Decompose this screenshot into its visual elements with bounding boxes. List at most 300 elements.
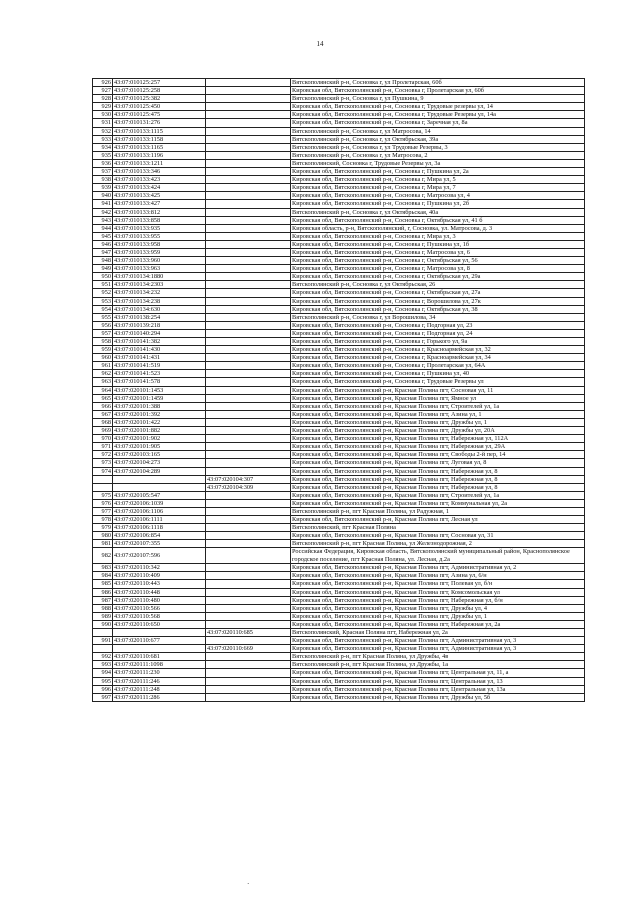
row-number-cell: 940 [93, 192, 113, 200]
address-cell: Кировская обл, Вятскополянский р-н, Сосновка г, Пушкина ул, 40 [291, 370, 585, 378]
address-cell: Вятскополянский, пгт Красная Поляна [291, 524, 585, 532]
linked-cadastral-number-cell [206, 402, 291, 410]
linked-cadastral-number-cell [206, 677, 291, 685]
linked-cadastral-number-cell [206, 127, 291, 135]
table-row [93, 629, 585, 637]
address-cell: Кировская обл, Вятскополянский р-н, Красная Поляна пгт, Набережная ул, б/н [291, 596, 585, 604]
cadastral-number-cell: 43:07:020101:902 [113, 435, 206, 443]
cadastral-number-cell: 43:07:020110:342 [113, 564, 206, 572]
address-cell: Вятскополянский р-н, пгт Красная Поляна, ул Радужная, 1 [291, 507, 585, 515]
row-number-cell: 988 [93, 604, 113, 612]
linked-cadastral-number-cell [206, 240, 291, 248]
address-cell: Кировская обл, Вятскополянский р-н, Красная Поляна пгт, Сосновая ул, 11 [291, 386, 585, 394]
table-row [93, 297, 585, 305]
row-number-cell: 926 [93, 79, 113, 87]
address-cell: Кировская обл, Вятскополянский р-н, Красная Поляна пгт, Ямное ул [291, 394, 585, 402]
cadastral-number-cell: 43:07:020106:1106 [113, 507, 206, 515]
cadastral-number-cell: 43:07:010141:519 [113, 362, 206, 370]
linked-cadastral-number-cell [206, 427, 291, 435]
cadastral-number-cell [113, 629, 206, 637]
cadastral-number-cell: 43:07:010133:1196 [113, 151, 206, 159]
cadastral-number-cell: 43:07:020110:681 [113, 653, 206, 661]
cadastral-number-cell: 43:07:020111:246 [113, 677, 206, 685]
cadastral-number-cell: 43:07:020101:905 [113, 443, 206, 451]
table-row [93, 459, 585, 467]
cadastral-number-cell: 43:07:010125:258 [113, 87, 206, 95]
cadastral-number-cell: 43:07:010134:238 [113, 297, 206, 305]
address-cell: Кировская обл, Вятскополянский р-н, Красная Поляна пгт, Административная ул, 3 [291, 645, 585, 653]
table-row [93, 232, 585, 240]
table-row [93, 693, 585, 701]
address-cell: Кировская обл, Вятскополянский р-н, Сосновка г, Трудовые Резервы ул, 14а [291, 111, 585, 119]
linked-cadastral-number-cell [206, 95, 291, 103]
row-number-cell: 966 [93, 402, 113, 410]
address-cell: Кировская обл, Вятскополянский р-н, Сосновка г, Октябрьская ул, 41 б [291, 216, 585, 224]
cadastral-number-cell: 43:07:010138:254 [113, 313, 206, 321]
address-cell: Кировская обл, Вятскополянский р-н, Красная Поляна пгт, Дружбы ул, 4 [291, 604, 585, 612]
table-row [93, 483, 585, 491]
table-row [93, 200, 585, 208]
linked-cadastral-number-cell [206, 79, 291, 87]
row-number-cell: 974 [93, 467, 113, 475]
address-cell: Кировская обл, Вятскополянский р-н, Красная Поляна пгт, Комсомольская ул [291, 588, 585, 596]
table-row [93, 435, 585, 443]
address-cell: Кировская обл, Вятскополянский р-н, Сосновка г, Пролетарская ул, 60б [291, 87, 585, 95]
cadastral-number-cell: 43:07:020111:1098 [113, 661, 206, 669]
cadastral-number-cell: 43:07:010133:425 [113, 192, 206, 200]
cadastral-number-cell: 43:07:010133:424 [113, 184, 206, 192]
linked-cadastral-number-cell [206, 111, 291, 119]
row-number-cell: 994 [93, 669, 113, 677]
address-cell: Кировская обл, Вятскополянский р-н, Сосновка г, Пролетарская ул, 64А [291, 362, 585, 370]
cadastral-number-cell: 43:07:010133:1211 [113, 159, 206, 167]
cadastral-number-cell: 43:07:020106:1111 [113, 516, 206, 524]
address-cell: Кировская обл, Вятскополянский р-н, Красная Поляна пгт, Центральная ул, 13а [291, 685, 585, 693]
linked-cadastral-number-cell [206, 386, 291, 394]
cadastral-number-cell: 43:07:020110:650 [113, 620, 206, 628]
linked-cadastral-number-cell [206, 418, 291, 426]
linked-cadastral-number-cell: 43:07:020110:685 [206, 629, 291, 637]
row-number-cell: 977 [93, 507, 113, 515]
address-cell: Вятскополянский р-н, пгт Красная Поляна, ул Железнодорожная, 2 [291, 540, 585, 548]
address-cell: Кировская обл, Вятскополянский р-н, Сосновка г, Красноармейская ул, 34 [291, 354, 585, 362]
cadastral-number-cell: 43:07:010133:960 [113, 257, 206, 265]
row-number-cell: 949 [93, 265, 113, 273]
address-cell: Кировская обл, Вятскополянский р-н, Красная Поляна пгт, Луговая ул, 8 [291, 459, 585, 467]
table-row [93, 467, 585, 475]
table-row [93, 111, 585, 119]
table-row [93, 216, 585, 224]
row-number-cell: 934 [93, 143, 113, 151]
table-row [93, 176, 585, 184]
row-number-cell: 964 [93, 386, 113, 394]
row-number-cell: 982 [93, 548, 113, 564]
cadastral-number-cell [113, 645, 206, 653]
address-cell: Кировская обл, Вятскополянский р-н, Сосновка г, Октябрьская ул, 38 [291, 305, 585, 313]
row-number-cell: 944 [93, 224, 113, 232]
row-number-cell: 956 [93, 321, 113, 329]
table-row [93, 257, 585, 265]
table-row [93, 248, 585, 256]
table-row [93, 281, 585, 289]
row-number-cell: 951 [93, 281, 113, 289]
linked-cadastral-number-cell [206, 516, 291, 524]
address-cell: Кировская обл, Вятскополянский р-н, Сосновка г, Ворошилова ул, 27к [291, 297, 585, 305]
cadastral-number-cell: 43:07:020111:230 [113, 669, 206, 677]
table-row [93, 596, 585, 604]
linked-cadastral-number-cell [206, 499, 291, 507]
table-row [93, 87, 585, 95]
linked-cadastral-number-cell [206, 572, 291, 580]
table-row [93, 151, 585, 159]
cadastral-number-cell: 43:07:010125:257 [113, 79, 206, 87]
row-number-cell: 973 [93, 459, 113, 467]
linked-cadastral-number-cell [206, 354, 291, 362]
row-number-cell: 943 [93, 216, 113, 224]
address-cell: Кировская обл, Вятскополянский р-н, Сосновка г, Матросова ул, 4 [291, 192, 585, 200]
table-row [93, 604, 585, 612]
cadastral-number-cell: 43:07:010133:963 [113, 265, 206, 273]
cadastral-number-cell: 43:07:010139:218 [113, 321, 206, 329]
row-number-cell: 961 [93, 362, 113, 370]
table-row [93, 321, 585, 329]
table-row [93, 240, 585, 248]
row-number-cell: 952 [93, 289, 113, 297]
linked-cadastral-number-cell [206, 491, 291, 499]
linked-cadastral-number-cell [206, 257, 291, 265]
row-number-cell: 969 [93, 427, 113, 435]
linked-cadastral-number-cell [206, 297, 291, 305]
row-number-cell: 930 [93, 111, 113, 119]
linked-cadastral-number-cell [206, 532, 291, 540]
address-cell: Кировская обл, Вятскополянский р-н, Сосновка г, Пушкина ул, 1б [291, 240, 585, 248]
address-cell: Кировская обл, Вятскополянский р-н, Сосновка г, Пушкина ул, 2б [291, 200, 585, 208]
table-row [93, 168, 585, 176]
table-row [93, 685, 585, 693]
table-row [93, 645, 585, 653]
linked-cadastral-number-cell [206, 168, 291, 176]
table-row [93, 159, 585, 167]
linked-cadastral-number-cell [206, 224, 291, 232]
page-number: 14 [316, 40, 324, 48]
registry-table-body [93, 79, 585, 702]
address-cell: Кировская обл, Вятскополянский р-н, Сосновка г, Подгорная ул, 23 [291, 321, 585, 329]
row-number-cell [93, 629, 113, 637]
linked-cadastral-number-cell: 43:07:020104:307 [206, 475, 291, 483]
row-number-cell: 960 [93, 354, 113, 362]
row-number-cell: 954 [93, 305, 113, 313]
cadastral-number-cell: 43:07:020106:854 [113, 532, 206, 540]
address-cell: Вятскополянский р-н, Сосновка г, ул Матросова, 2 [291, 151, 585, 159]
row-number-cell [93, 645, 113, 653]
table-row [93, 548, 585, 564]
cadastral-number-cell [113, 483, 206, 491]
linked-cadastral-number-cell [206, 459, 291, 467]
address-cell: Вятскополянский р-н, пгт Красная Поляна, ул Дружбы, 1а [291, 661, 585, 669]
address-cell: Кировская обл, Вятскополянский р-н, Красная Поляна пгт, Свободы 2-й пер, 14 [291, 451, 585, 459]
table-row [93, 394, 585, 402]
cadastral-number-cell: 43:07:010134:232 [113, 289, 206, 297]
linked-cadastral-number-cell [206, 289, 291, 297]
linked-cadastral-number-cell [206, 192, 291, 200]
row-number-cell: 963 [93, 378, 113, 386]
cadastral-number-cell: 43:07:020101:392 [113, 410, 206, 418]
table-row [93, 564, 585, 572]
row-number-cell: 979 [93, 524, 113, 532]
linked-cadastral-number-cell [206, 524, 291, 532]
linked-cadastral-number-cell: 43:07:020104:309 [206, 483, 291, 491]
table-row [93, 402, 585, 410]
table-row [93, 612, 585, 620]
address-cell: Кировская обл, Вятскополянский р-н, Сосновка г, Заречная ул, 8а [291, 119, 585, 127]
address-cell: Кировская обл, Вятскополянский р-н, Сосновка г, Трудовые резервы ул, 14 [291, 103, 585, 111]
address-cell: Кировская обл, Вятскополянский р-н, Сосновка г, Октябрьская ул, 27а [291, 289, 585, 297]
row-number-cell: 931 [93, 119, 113, 127]
linked-cadastral-number-cell [206, 588, 291, 596]
row-number-cell: 941 [93, 200, 113, 208]
cadastral-number-cell: 43:07:010131:276 [113, 119, 206, 127]
table-row [93, 305, 585, 313]
table-row [93, 661, 585, 669]
address-cell: Вятскополянский р-н, Сосновка г, ул Пушкина, 9 [291, 95, 585, 103]
address-cell: Кировская обл, Вятскополянский р-н, Красная Поляна пгт, Набережная ул, 29А [291, 443, 585, 451]
row-number-cell: 971 [93, 443, 113, 451]
cadastral-number-cell: 43:07:020110:480 [113, 596, 206, 604]
address-cell: Кировская обл, Вятскополянский р-н, Красная Поляна пгт, Набережная ул, 8 [291, 467, 585, 475]
address-cell: Вятскополянский, Красная Поляна пгт, Набережная ул, 2а [291, 629, 585, 637]
table-row [93, 346, 585, 354]
cadastral-number-cell: 43:07:010141:382 [113, 338, 206, 346]
linked-cadastral-number-cell [206, 87, 291, 95]
table-row [93, 491, 585, 499]
address-cell: Вятскополянский р-н, Сосновка г, ул Октябрьская, 39а [291, 135, 585, 143]
row-number-cell: 995 [93, 677, 113, 685]
address-cell: Кировская обл, Вятскополянский р-н, Красная Поляна пгт, Дружбы ул, 20А [291, 427, 585, 435]
cadastral-number-cell: 43:07:010134:630 [113, 305, 206, 313]
linked-cadastral-number-cell [206, 216, 291, 224]
linked-cadastral-number-cell [206, 693, 291, 701]
linked-cadastral-number-cell [206, 338, 291, 346]
table-row [93, 79, 585, 87]
address-cell: Кировская обл, Вятскополянский р-н, Сосновка г, Матросова ул, 6 [291, 248, 585, 256]
table-row [93, 637, 585, 645]
table-row [93, 135, 585, 143]
address-cell: Вятскополянский р-н, Сосновка г, ул Матросова, 14 [291, 127, 585, 135]
row-number-cell: 996 [93, 685, 113, 693]
linked-cadastral-number-cell [206, 669, 291, 677]
cadastral-number-cell: 43:07:020110:566 [113, 604, 206, 612]
row-number-cell: 980 [93, 532, 113, 540]
table-row [93, 588, 585, 596]
row-number-cell: 993 [93, 661, 113, 669]
table-row [93, 329, 585, 337]
table-row [93, 620, 585, 628]
linked-cadastral-number-cell [206, 362, 291, 370]
linked-cadastral-number-cell [206, 394, 291, 402]
table-row [93, 669, 585, 677]
linked-cadastral-number-cell [206, 410, 291, 418]
address-cell: Кировская обл, Вятскополянский р-н, Красная Поляна пгт, Коммунальная ул, 2а [291, 499, 585, 507]
table-row [93, 516, 585, 524]
cadastral-number-cell: 43:07:020110:409 [113, 572, 206, 580]
cadastral-number-cell: 43:07:020104:289 [113, 467, 206, 475]
linked-cadastral-number-cell [206, 305, 291, 313]
linked-cadastral-number-cell [206, 443, 291, 451]
cadastral-number-cell: 43:07:020110:443 [113, 580, 206, 588]
linked-cadastral-number-cell [206, 435, 291, 443]
cadastral-number-cell: 43:07:010133:812 [113, 208, 206, 216]
table-row [93, 524, 585, 532]
cadastral-number-cell [113, 475, 206, 483]
table-row [93, 532, 585, 540]
cadastral-number-cell: 43:07:010133:427 [113, 200, 206, 208]
address-cell: Кировская обл, Вятскополянский р-н, Сосновка г, Красноармейская ул, 32 [291, 346, 585, 354]
linked-cadastral-number-cell [206, 265, 291, 273]
address-cell: Кировская обл, Вятскополянский р-н, Красная Поляна пгт, Административная ул, 2 [291, 564, 585, 572]
table-row [93, 273, 585, 281]
row-number-cell: 950 [93, 273, 113, 281]
address-cell: Кировская обл, Вятскополянский р-н, Сосновка г, Пушкина ул, 2а [291, 168, 585, 176]
cadastral-number-cell: 43:07:020101:388 [113, 402, 206, 410]
linked-cadastral-number-cell [206, 313, 291, 321]
address-cell: Кировская обл, Вятскополянский р-н, Красная Поляна пгт, Дружбы ул, 1 [291, 418, 585, 426]
row-number-cell: 929 [93, 103, 113, 111]
linked-cadastral-number-cell [206, 370, 291, 378]
address-cell: Кировская обл, Вятскополянский р-н, Красная Поляна пгт, Азина ул, 6/н [291, 572, 585, 580]
row-number-cell: 938 [93, 176, 113, 184]
table-row [93, 103, 585, 111]
linked-cadastral-number-cell [206, 119, 291, 127]
address-cell: Вятскополянский, Сосновка г, Трудовые Резервы ул, 3а [291, 159, 585, 167]
cadastral-number-cell: 43:07:020107:596 [113, 548, 206, 564]
cadastral-number-cell: 43:07:010125:475 [113, 111, 206, 119]
linked-cadastral-number-cell [206, 540, 291, 548]
table-row [93, 370, 585, 378]
row-number-cell: 997 [93, 693, 113, 701]
row-number-cell: 957 [93, 329, 113, 337]
address-cell: Вятскополянский р-н, Сосновка г, ул Трудовые Резервы, 3 [291, 143, 585, 151]
linked-cadastral-number-cell [206, 200, 291, 208]
cadastral-number-cell: 43:07:020110:448 [113, 588, 206, 596]
linked-cadastral-number-cell [206, 281, 291, 289]
row-number-cell: 939 [93, 184, 113, 192]
linked-cadastral-number-cell [206, 143, 291, 151]
cadastral-number-cell: 43:07:020107:355 [113, 540, 206, 548]
table-row [93, 451, 585, 459]
row-number-cell [93, 483, 113, 491]
cadastral-registry-table [92, 78, 585, 702]
row-number-cell: 992 [93, 653, 113, 661]
linked-cadastral-number-cell [206, 564, 291, 572]
address-cell: Кировская обл, Вятскополянский р-н, Красная Поляна пгт, Лесная ул [291, 516, 585, 524]
linked-cadastral-number-cell [206, 184, 291, 192]
cadastral-number-cell: 43:07:010134:2303 [113, 281, 206, 289]
table-row [93, 362, 585, 370]
row-number-cell: 962 [93, 370, 113, 378]
linked-cadastral-number-cell [206, 685, 291, 693]
linked-cadastral-number-cell [206, 451, 291, 459]
linked-cadastral-number-cell [206, 604, 291, 612]
table-row [93, 95, 585, 103]
row-number-cell: 928 [93, 95, 113, 103]
linked-cadastral-number-cell [206, 151, 291, 159]
address-cell: Кировская обл, Вятскополянский р-н, Сосновка г, Матросова ул, 8 [291, 265, 585, 273]
row-number-cell: 967 [93, 410, 113, 418]
row-number-cell: 948 [93, 257, 113, 265]
linked-cadastral-number-cell [206, 135, 291, 143]
row-number-cell: 968 [93, 418, 113, 426]
row-number-cell: 984 [93, 572, 113, 580]
table-row [93, 378, 585, 386]
cadastral-number-cell: 43:07:010133:858 [113, 216, 206, 224]
address-cell: Вятскополянский р-н, Сосновка г, ул Октябрьская, 40а [291, 208, 585, 216]
cadastral-number-cell: 43:07:010140:294 [113, 329, 206, 337]
row-number-cell: 976 [93, 499, 113, 507]
address-cell: Вятскополянский р-н, Сосновка г, ул Октябрьская, 26 [291, 281, 585, 289]
table-row [93, 289, 585, 297]
table-row [93, 192, 585, 200]
linked-cadastral-number-cell [206, 507, 291, 515]
table-row [93, 338, 585, 346]
address-cell: Кировская обл, Вятскополянский р-н, Красная Поляна пгт, Центральная ул, 13 [291, 677, 585, 685]
row-number-cell: 981 [93, 540, 113, 548]
cadastral-number-cell: 43:07:010133:1158 [113, 135, 206, 143]
table-row [93, 184, 585, 192]
linked-cadastral-number-cell [206, 232, 291, 240]
cadastral-number-cell: 43:07:020101:1459 [113, 394, 206, 402]
row-number-cell: 936 [93, 159, 113, 167]
address-cell: Вятскополянский р-н, Сосновка г, ул Ворошилова, 34 [291, 313, 585, 321]
address-cell: Кировская обл, Вятскополянский р-н, Сосновка г, Мира ул, 7 [291, 184, 585, 192]
cadastral-number-cell: 43:07:010133:935 [113, 224, 206, 232]
address-cell: Кировская обл, Вятскополянский р-н, Красная Поляна пгт, Набережная ул, 8 [291, 475, 585, 483]
cadastral-number-cell: 43:07:010141:523 [113, 370, 206, 378]
cadastral-number-cell: 43:07:010133:955 [113, 232, 206, 240]
linked-cadastral-number-cell [206, 273, 291, 281]
address-cell: Кировская обл, Вятскополянский р-н, Сосновка г, Трудовые Резервы ул [291, 378, 585, 386]
address-cell: Кировская обл, Вятскополянский р-н, Сосновка г, Мира ул, 5 [291, 176, 585, 184]
row-number-cell: 946 [93, 240, 113, 248]
row-number-cell: 958 [93, 338, 113, 346]
table-row [93, 354, 585, 362]
table-row [93, 265, 585, 273]
table-row [93, 313, 585, 321]
row-number-cell: 975 [93, 491, 113, 499]
table-row [93, 224, 585, 232]
cadastral-number-cell: 43:07:010133:1115 [113, 127, 206, 135]
table-row [93, 127, 585, 135]
address-cell: Кировская обл, Вятскополянский р-н, Красная Поляна пгт, Полевая ул, б/н [291, 580, 585, 588]
table-row [93, 143, 585, 151]
table-row [93, 410, 585, 418]
cadastral-number-cell: 43:07:020106:1039 [113, 499, 206, 507]
address-cell: Вятскополянский р-н, Сосновка г, ул Пролетарская, 60б [291, 79, 585, 87]
address-cell: Кировская обл, Вятскополянский р-н, Сосновка г, Октябрьская ул, 56 [291, 257, 585, 265]
cadastral-number-cell: 43:07:010141:431 [113, 354, 206, 362]
table-row [93, 208, 585, 216]
cadastral-number-cell: 43:07:010133:423 [113, 176, 206, 184]
row-number-cell: 959 [93, 346, 113, 354]
cadastral-number-cell: 43:07:010134:1880 [113, 273, 206, 281]
cadastral-number-cell: 43:07:010133:959 [113, 248, 206, 256]
cadastral-number-cell: 43:07:010141:430 [113, 346, 206, 354]
row-number-cell: 965 [93, 394, 113, 402]
linked-cadastral-number-cell [206, 103, 291, 111]
address-cell: Кировская обл, Вятскополянский р-н, Красная Поляна пгт, Дружбы ул, 1 [291, 612, 585, 620]
linked-cadastral-number-cell [206, 176, 291, 184]
address-cell: Кировская обл, Вятскополянский р-н, Красная Поляна пгт, Набережная ул, 112А [291, 435, 585, 443]
linked-cadastral-number-cell [206, 248, 291, 256]
